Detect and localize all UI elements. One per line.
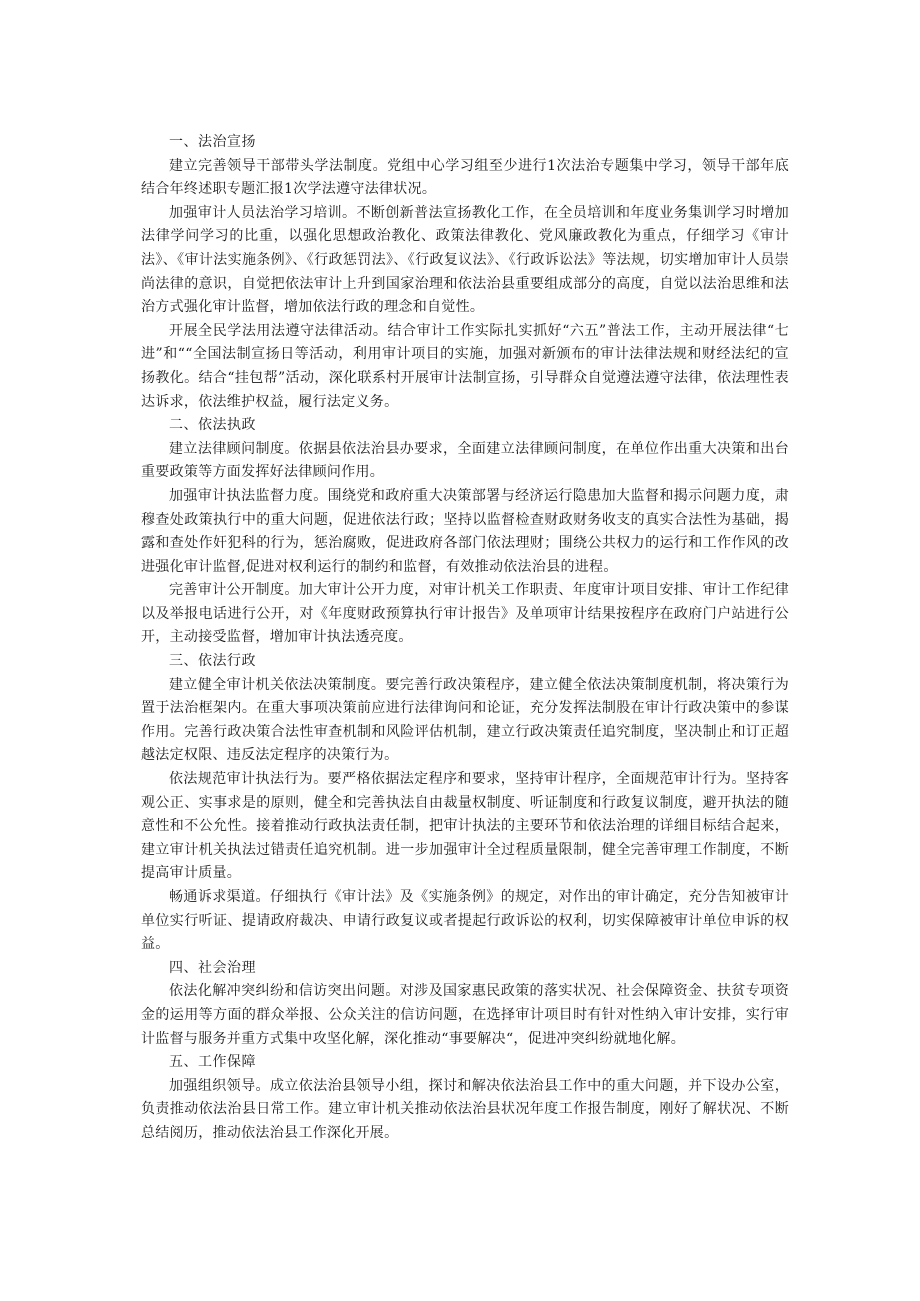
section-heading: 二、依法执政 (169, 417, 256, 434)
paragraph: 畅通诉求渠道。仔细执行《审计法》及《实施条例》的规定，对作出的审计确定，充分告知被审计单位实行听证、提请政府裁决、申请行政复议或者提起行政诉讼的权利，切实保障被审计单位申诉的权益。 (141, 889, 789, 953)
paragraph: 加强组织领导。成立依法治县领导小组，探讨和解决依法治县工作中的重大问题，并下设办公室，负责推动依法治县日常工作。建立审计机关推动依法治县状况年度工作报告制度，刚好了解状况、不断总结阅历，推动依法治县工作深化开展。 (141, 1077, 789, 1141)
paragraph: 依法规范审计执法行为。要严格依据法定程序和要求，坚持审计程序，全面规范审计行为。坚持客观公正、实事求是的原则，健全和完善执法自由裁量权制度、听证制度和行政复议制度，避开执法的随意性和不公允性。接着推动行政执法责任制，把审计执法的主要环节和依法治理的详细目标结合起来，建立审计机关执法过错责任追究机制。进一步加强审计全过程质量限制，健全完善审理工作制度，不断提高审计质量。 (141, 771, 789, 882)
section-heading: 四、社会治理 (169, 959, 256, 976)
paragraph: 建立健全审计机关依法决策制度。要完善行政决策程序，建立健全依法决策制度机制，将决策行为置于法治框架内。在重大事项决策前应进行法律询问和论证，充分发挥法制股在审计行政决策中的参谋作用。完善行政决策合法性审查机制和风险评估机制，建立行政决策责任追究制度，坚决制止和订正超越法定权限、违反法定程序的决策行为。 (141, 676, 789, 764)
paragraph: 开展全民学法用法遵守法律活动。结合审计工作实际扎实抓好“六五”普法工作，主动开展法律“七进”和““全国法制宣扬日等活动，利用审计项目的实施，加强对新颁布的审计法律法规和财经法纪的宣扬教化。结合“挂包帮”活动，深化联系村开展审计法制宣扬，引导群众自觉遵法遵守法律，依法理性表达诉求，依法维护权益，履行法定义务。 (141, 322, 789, 410)
section-heading: 一、法治宣扬 (169, 134, 256, 150)
paragraph: 完善审计公开制度。加大审计公开力度，对审计机关工作职责、年度审计项目安排、审计工作纪律以及举报电话进行公开，对《年度财政预算执行审计报告》及单项审计结果按程序在政府门户站进行公开，主动接受监督，增加审计执法透亮度。 (141, 582, 789, 646)
paragraph: 建立法律顾问制度。依据县依法治县办要求，全面建立法律顾问制度，在单位作出重大决策和出台重要政策等方面发挥好法律顾问作用。 (141, 440, 789, 481)
section-heading: 五、工作保障 (169, 1054, 256, 1071)
paragraph: 依法化解冲突纠纷和信访突出问题。对涉及国家惠民政策的落实状况、社会保障资金、扶贫专项资金的运用等方面的群众举报、公众关注的信访问题，在选择审计项目时有针对性纳入审计安排，实行审计监督与服务并重方式集中攻坚化解，深化推动“事要解决“，促进冲突纠纷就地化解。 (141, 983, 789, 1047)
paragraph: 加强审计人员法治学习培训。不断创新普法宣扬教化工作，在全员培训和年度业务集训学习时增加法律学问学习的比重，以强化思想政治教化、政策法律教化、党风廉政教化为重点，仔细学习《审计法》、《审计法实施条例》、《行政惩罚法》、《行政复议法》、《行政诉讼法》等法规，切实增加审计人员崇尚法律的意识，自觉把依法审计上升到国家治理和依法治县重要组成部分的高度，自觉以法治思维和法治方式强化审计监督，增加依法行政的理念和自觉性。 (141, 204, 789, 316)
section-heading: 三、依法行政 (169, 653, 256, 670)
document-body (141, 131, 789, 1146)
paragraph: 加强审计执法监督力度。围绕党和政府重大决策部署与经济运行隐患加大监督和揭示问题力度，肃穆查处政策执行中的重大问题，促进依法行政；坚持以监督检查财政财务收支的真实合法性为基础，揭露和查处作奸犯科的行为，惩治腐败，促进政府各部门依法理财；围绕公共权力的运行和工作作风的改进强化审计监督,促进对权利运行的制约和监督，有效推动依法治县的进程。 (141, 487, 789, 575)
paragraph: 建立完善领导干部带头学法制度。党组中心学习组至少进行1次法治专题集中学习，领导干部年底结合年终述职专题汇报1次学法遵守法律状况。 (141, 157, 789, 198)
